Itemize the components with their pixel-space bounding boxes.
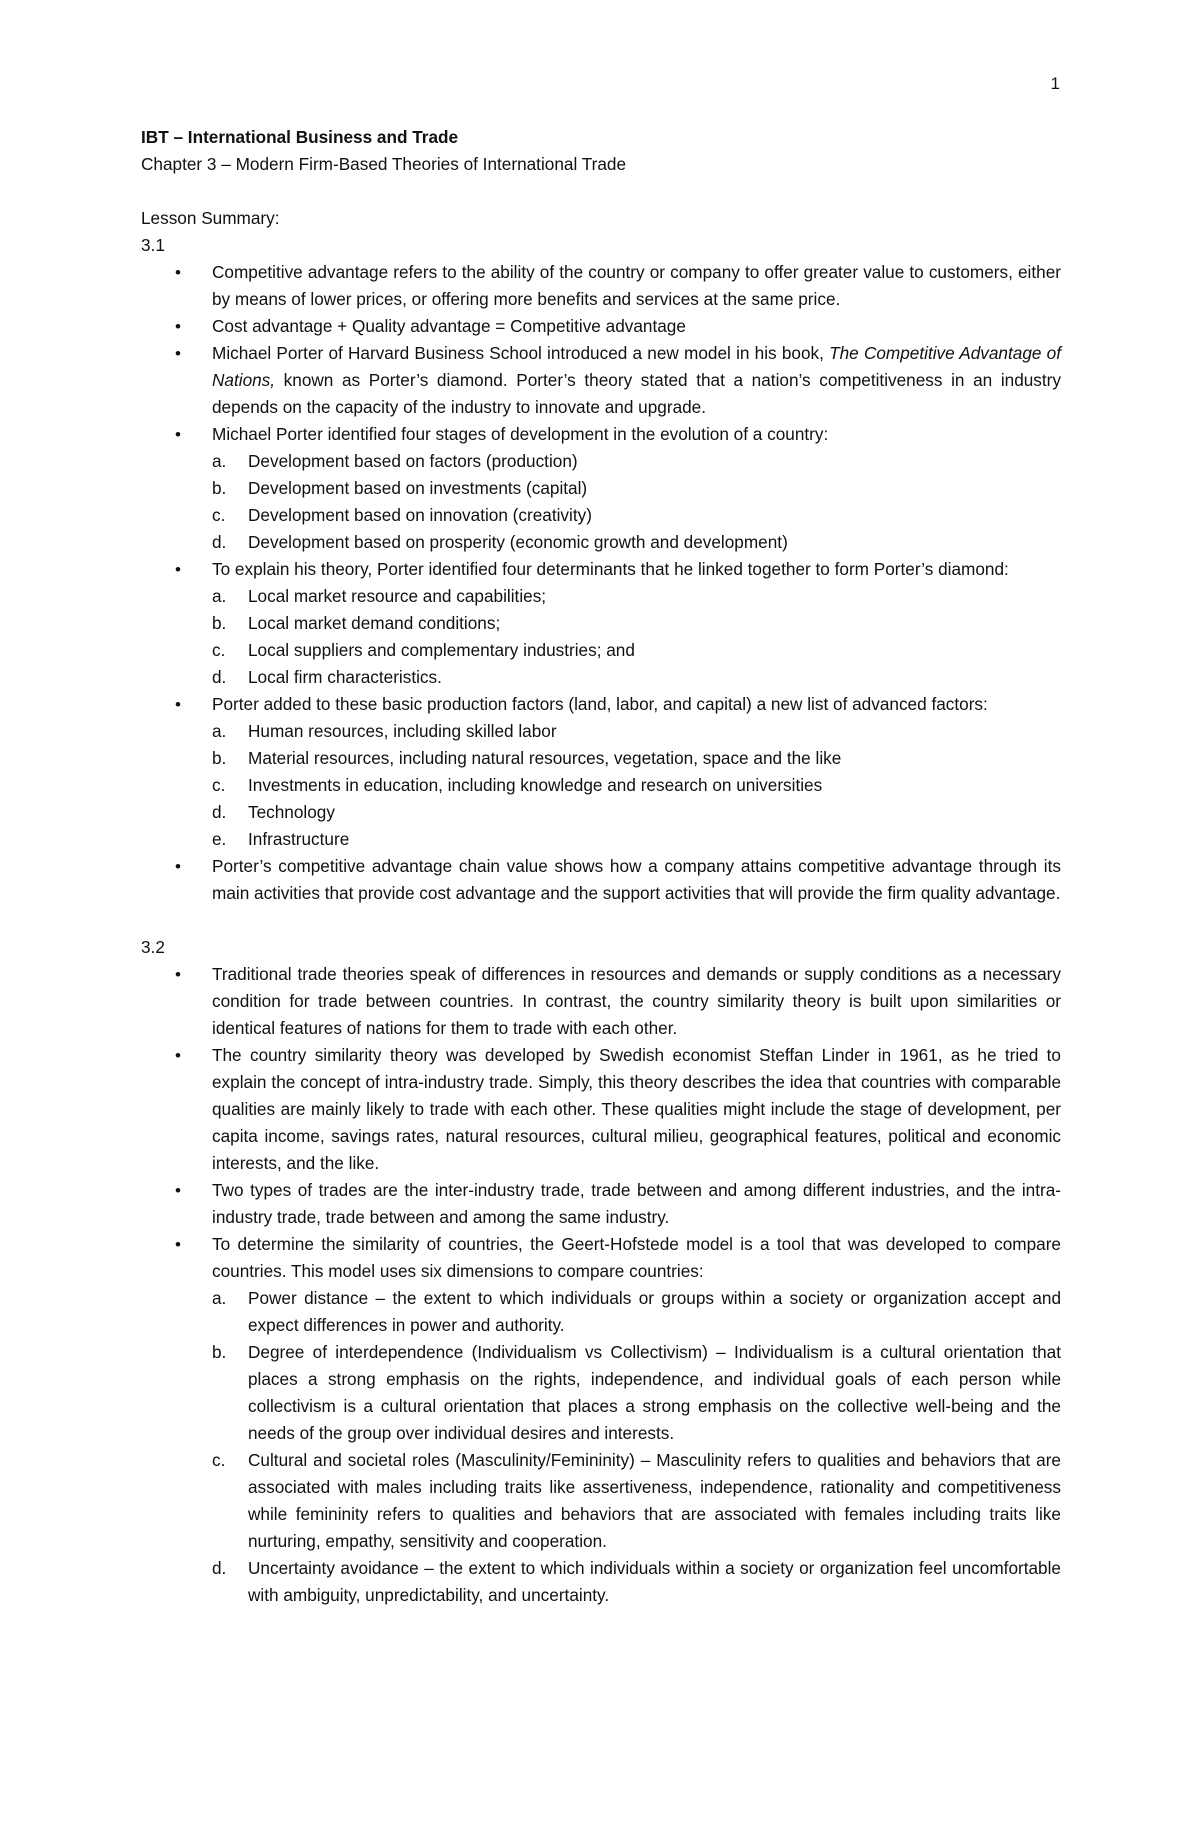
bullet-item: • To determine the similarity of countries, the Geert-Hofstede model is a tool that was developed to compare countries. This model uses six dimensions to compare countries: a. Power distance – the extent to which individuals or groups within a society or organization accept and expect differences in power and authority. b. Degree of interdependence (Individualism vs Collectivism) – Individualism is a cultural orientation that places a strong emphasis on the rights, independence, and individual goals of each person while collectivism is a cultural orientation that places a strong emphasis on the collective well-being and the needs of the group over individual desires and interests. c. Cultural and societal roles (Masculinity/Femininity) – Masculinity refers to qualities and behaviors that are associated with males including traits like assertiveness, independence, rationality and competitiveness while femininity refers to qualities and behaviors that are associated with females including traits like nurturing, empathy, sensitivity and cooperation. d. Uncertainty avoidance – the extent to which individuals within a society or organization feel uncomfortable with ambiguity, unpredictability, and uncertainty. [141,1231,1061,1609]
advanced-factors-list [212,718,1061,853]
sub-item: a. Power distance – the extent to which individuals or groups within a society or organization accept and expect differences in power and authority. [212,1288,1061,1335]
book-title: The Competitive Advantage of Nations, [212,343,1061,390]
hofstede-dimensions-list [212,1285,1061,1609]
sub-item: d. Technology [212,802,335,822]
sub-item: c. Cultural and societal roles (Masculinity/Femininity) – Masculinity refers to qualities and behaviors that are associated with males including traits like assertiveness, independence, rationality and competitiveness while femininity refers to qualities and behaviors that are associated with females including traits like nurturing, empathy, sensitivity and cooperation. [212,1450,1061,1551]
bullet-item: • Porter added to these basic production factors (land, labor, and capital) a new list of advanced factors: a. Human resources, including skilled labor b. Material resources, including natural resources, vegetation, space and the like c. Investments in education, including knowledge and research on universities d. Technology e. Infrastructure [141,691,1061,853]
sub-item: d. Development based on prosperity (economic growth and development) [212,532,788,552]
sub-item: c. Development based on innovation (creativity) [212,505,592,525]
document-body [141,124,1061,1609]
page-number: 1 [1050,74,1060,93]
sub-item: e. Infrastructure [212,829,350,849]
stages-list [212,448,1061,556]
bullet-item: • Michael Porter identified four stages of development in the evolution of a country: a. Development based on factors (production) b. Development based on investments (capital) c. Development based on innovation (creativity) d. Development based on prosperity (economic growth and development) [141,421,1061,556]
section-3-1-list [141,259,1061,907]
chapter-heading: Chapter 3 – Modern Firm-Based Theories of International Trade [141,154,627,174]
section-number: 3.2 [141,937,165,957]
sub-item: c. Investments in education, including knowledge and research on universities [212,775,823,795]
bullet-item: • Two types of trades are the inter-industry trade, trade between and among different industries, and the intra-industry trade, trade between and among the same industry. [141,1177,1061,1231]
bullet-item: • Michael Porter of Harvard Business School introduced a new model in his book, The Competitive Advantage of Nations, known as Porter’s diamond. Porter’s theory stated that a nation’s competitiveness in an industry depends on the capacity of the industry to innovate and upgrade. [141,340,1061,421]
section-number: 3.1 [141,235,165,255]
section-3-2-list [141,961,1061,1609]
document-title: IBT – International Business and Trade [141,127,459,147]
bullet-item: • The country similarity theory was developed by Swedish economist Steffan Linder in 1961, as he tried to explain the concept of intra-industry trade. Simply, this theory describes the idea that countries with comparable qualities are mainly likely to trade with each other. These qualities might include the stage of development, per capita income, savings rates, natural resources, cultural milieu, geographical features, political and economic interests, and the like. [141,1042,1061,1177]
sub-item: a. Development based on factors (production) [212,451,578,471]
lesson-summary-label: Lesson Summary: [141,208,280,228]
bullet-item: • Cost advantage + Quality advantage = Competitive advantage [141,313,1061,340]
bullet-item: • Traditional trade theories speak of differences in resources and demands or supply conditions as a necessary condition for trade between countries. In contrast, the country similarity theory is built upon similarities or identical features of nations for them to trade with each other. [141,961,1061,1042]
bullet-item: • Porter’s competitive advantage chain value shows how a company attains competitive advantage through its main activities that provide cost advantage and the support activities that will provide the firm quality advantage. [141,853,1061,907]
sub-item: a. Human resources, including skilled labor [212,721,557,741]
sub-item: b. Development based on investments (capital) [212,478,588,498]
sub-item: d. Local firm characteristics. [212,667,442,687]
bullet-item: • Competitive advantage refers to the ability of the country or company to offer greater value to customers, either by means of lower prices, or offering more benefits and services at the same price. [141,259,1061,313]
bullet-item: • To explain his theory, Porter identified four determinants that he linked together to form Porter’s diamond: a. Local market resource and capabilities; b. Local market demand conditions; c. Local suppliers and complementary industries; and d. Local firm characteristics. [141,556,1061,691]
sub-item: c. Local suppliers and complementary industries; and [212,640,635,660]
sub-item: b. Local market demand conditions; [212,613,501,633]
sub-item: d. Uncertainty avoidance – the extent to which individuals within a society or organization feel uncomfortable with ambiguity, unpredictability, and uncertainty. [212,1558,1061,1605]
sub-item: a. Local market resource and capabilities; [212,586,547,606]
determinants-list [212,583,1061,691]
sub-item: b. Degree of interdependence (Individualism vs Collectivism) – Individualism is a cultural orientation that places a strong emphasis on the rights, independence, and individual goals of each person while collectivism is a cultural orientation that places a strong emphasis on the collective well-being and the needs of the group over individual desires and interests. [212,1342,1061,1443]
sub-item: b. Material resources, including natural resources, vegetation, space and the like [212,748,842,768]
